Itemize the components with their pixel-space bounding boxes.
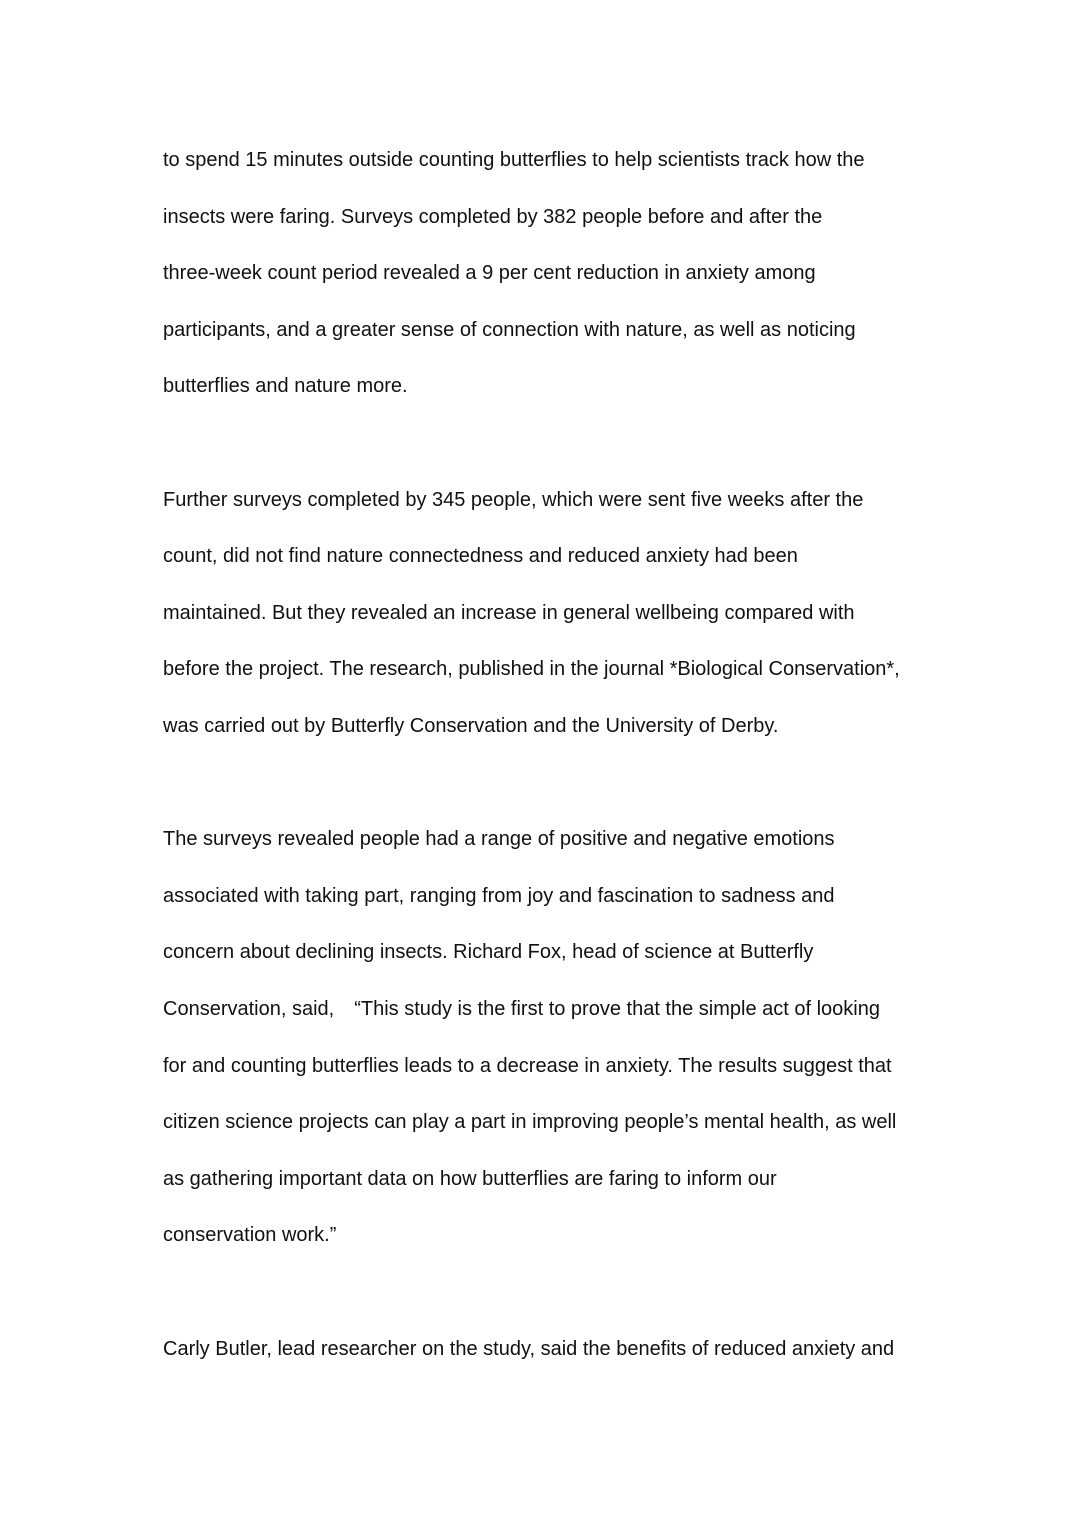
text-line: three-week count period revealed a 9 per cent reduction in anxiety among — [163, 262, 816, 284]
text-line: for and counting butterflies leads to a decrease in anxiety. The results suggest that — [163, 1055, 892, 1077]
text-line: maintained. But they revealed an increase in general wellbeing compared with — [163, 602, 855, 624]
text-line: butterflies and nature more. — [163, 375, 408, 397]
text-line: as gathering important data on how butterflies are faring to inform our — [163, 1168, 777, 1190]
text-line: to spend 15 minutes outside counting butterflies to help scientists track how the — [163, 149, 865, 171]
text-line: Carly Butler, lead researcher on the study, said the benefits of reduced anxiety and — [163, 1338, 895, 1360]
text-line: before the project. The research, published in the journal *Biological Conservation*, — [163, 658, 900, 680]
text-line: Conservation, said, “This study is the first to prove that the simple act of looking — [163, 998, 880, 1020]
text-line: was carried out by Butterfly Conservation and the University of Derby. — [163, 715, 779, 737]
text-line: The surveys revealed people had a range of positive and negative emotions — [163, 828, 835, 850]
text-line: participants, and a greater sense of connection with nature, as well as noticing — [163, 319, 856, 341]
text-line: concern about declining insects. Richard Fox, head of science at Butterfly — [163, 941, 814, 963]
text-line: associated with taking part, ranging from joy and fascination to sadness and — [163, 885, 835, 907]
text-line: citizen science projects can play a part in improving people’s mental health, as well — [163, 1111, 897, 1133]
text-line: Further surveys completed by 345 people, which were sent five weeks after the — [163, 489, 864, 511]
text-line: insects were faring. Surveys completed by 382 people before and after the — [163, 206, 823, 228]
text-line: count, did not find nature connectedness and reduced anxiety had been — [163, 545, 798, 567]
text-line: conservation work.” — [163, 1224, 337, 1246]
